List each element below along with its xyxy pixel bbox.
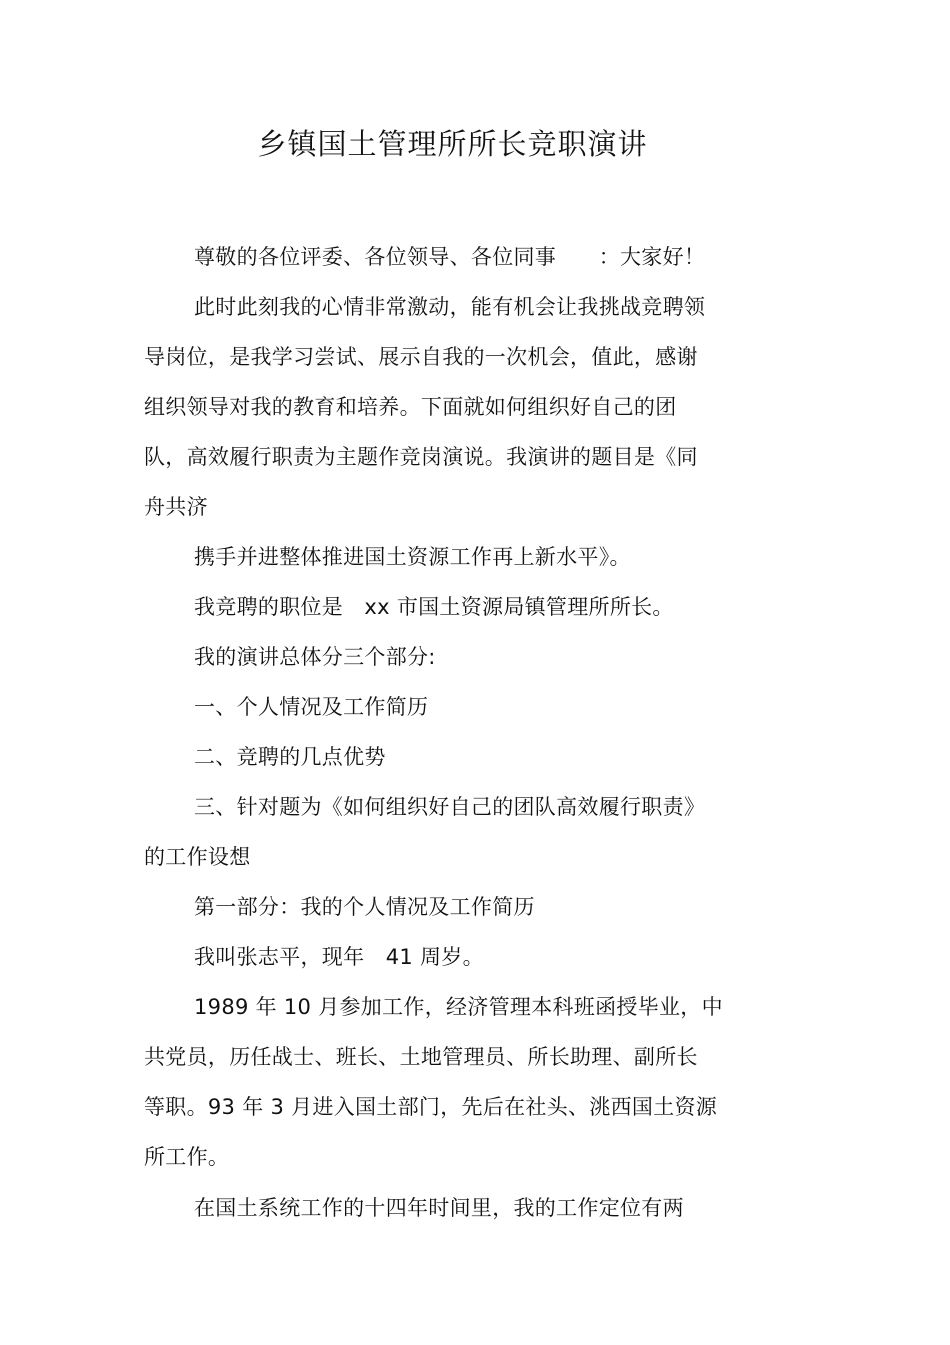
paragraph-line: 所工作。 xyxy=(144,1145,230,1169)
paragraph-line: 共党员，历任战士、班长、土地管理员、所长助理、副所长 xyxy=(144,1045,698,1069)
outline-item: 三、针对题为《如何组织好自己的团队高效履行职责》 xyxy=(194,795,706,819)
paragraph-line: 携手并进整体推进国土资源工作再上新水平》。 xyxy=(194,545,631,569)
paragraph-line: 等职。93 年 3 月进入国土部门，先后在社头、洮西国土资源 xyxy=(144,1095,718,1119)
paragraph-line: 我的演讲总体分三个部分: xyxy=(194,645,436,669)
paragraph-line: 舟共济 xyxy=(144,495,208,519)
paragraph-line: 导岗位，是我学习尝试、展示自我的一次机会，值此，感谢 xyxy=(144,345,698,369)
greeting-line: 尊敬的各位评委、各位领导、各位同事 ：大家好！ xyxy=(194,245,706,269)
outline-item: 二、竞聘的几点优势 xyxy=(194,745,386,769)
section-heading: 第一部分：我的个人情况及工作简历 xyxy=(194,895,535,919)
paragraph-line: 我叫张志平，现年 41 周岁。 xyxy=(194,945,484,969)
paragraph-line: 此时此刻我的心情非常激动，能有机会让我挑战竞聘领 xyxy=(194,295,706,319)
paragraph-line: 在国土系统工作的十四年时间里，我的工作定位有两 xyxy=(194,1196,684,1220)
outline-item-continued: 的工作设想 xyxy=(144,845,251,869)
paragraph-line: 组织领导对我的教育和培养。下面就如何组织好自己的团 xyxy=(144,395,677,419)
document-title: 乡镇国土管理所所长竞职演讲 xyxy=(257,127,648,161)
paragraph-line: 队，高效履行职责为主题作竞岗演说。我演讲的题目是《同 xyxy=(144,445,698,469)
paragraph-line: 我竞聘的职位是 xx 市国土资源局镇管理所所长。 xyxy=(194,595,674,619)
outline-item: 一、个人情况及工作简历 xyxy=(194,695,429,719)
paragraph-line: 1989 年 10 月参加工作，经济管理本科班函授毕业，中 xyxy=(194,995,723,1019)
